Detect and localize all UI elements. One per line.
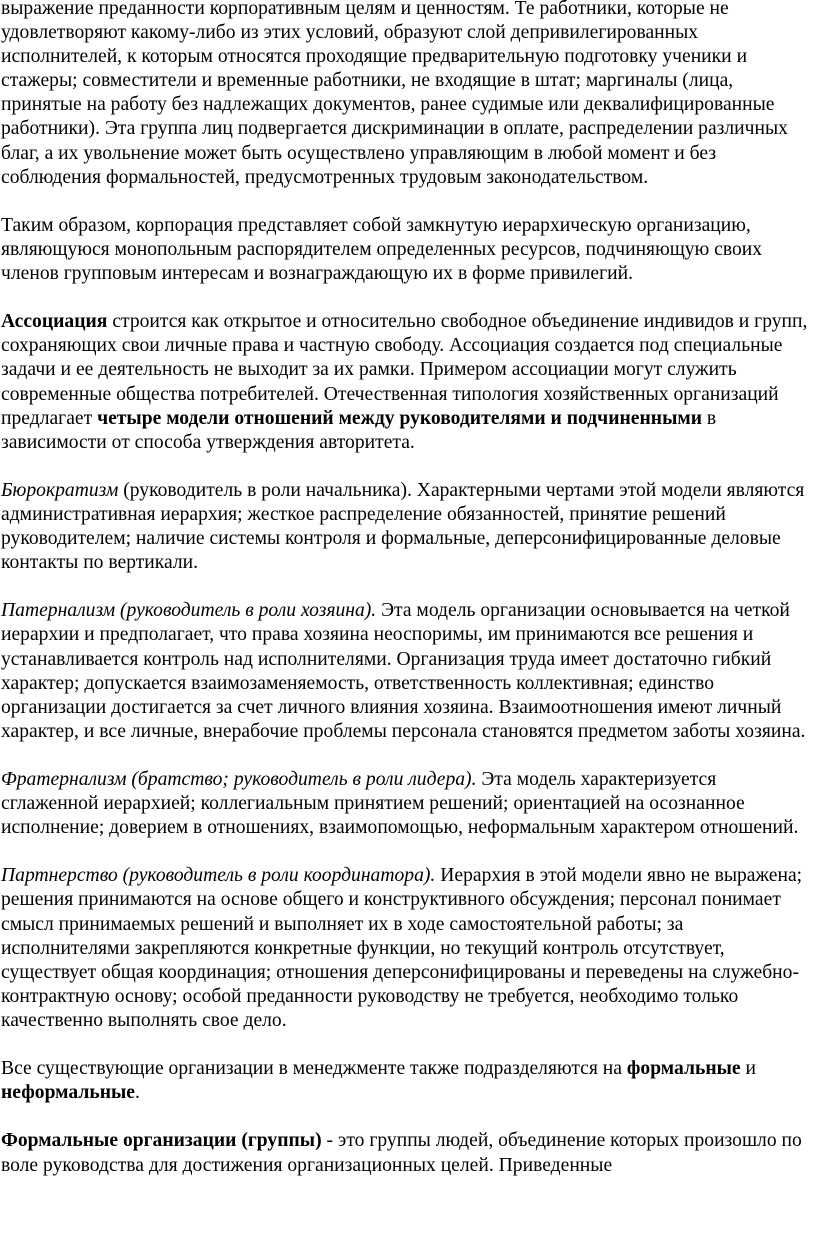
paragraph-text: Эта модель организации основывается на четкой иерархии и предполагает, что права хозяина неоспоримы, им принимаются все решения и устанавливается контроль над исполнителями. Организация труда имеет достаточно гибкий характер; допускается взаимозаменяемость, ответственность коллективная; единство организации достигается за счет личного влияния хозяина. Взаимоотношения имеют личный характер, и все личные, внерабочие проблемы персонала становятся предметом заботы хозяина. [1,600,806,742]
bold-four-models: четыре модели отношений между руководителями и подчиненными [97,407,703,429]
bold-formal: формальные [626,1058,741,1080]
paragraph-text: . [135,1082,140,1104]
paragraph-text: в зависимости от способа утверждения авторитета. [1,407,717,453]
term-association: Ассоциация [1,311,108,333]
paragraph-fraternalism [1,768,813,840]
paragraph-bureaucratism [1,479,813,575]
paragraph-text: выражение преданности корпоративным целям и ценностям. Те работники, которые не удовлетворяют какому-либо из этих условий, образуют слой депривилегированных исполнителей, к которым относятся проходящие предварительную подготовку ученики и стажеры; совместители и временные работники, не входящие в штат; маргиналы (лица, принятые на работу без надлежащих документов, ранее судимые или деквалифицированные работники). Эта группа лиц подвергается дискриминации в оплате, распределении различных благ, а их увольнение может быть осуществлено управляющим в любой момент и без соблюдения формальностей, предусмотренных трудовым законодательством. [1,0,788,188]
paragraph-text: Иерархия в этой модели явно не выражена; решения принимаются на основе общего и конструктивного обсуждения; персонал понимает смысл принимаемых решений и выполняет их в ходе самостоятельной работы; за исполнителями закрепляются конкретные функции, но текущий контроль отсутствует, существует общая координация; отношения деперсонифицированы и переведены на служебно-контрактную основу; особой преданности руководству не требуется, необходимо только качественно выполнять свое дело. [1,865,803,1031]
paragraph-text: строится как открытое и относительно свободное объединение индивидов и групп, сохраняющих свои личные права и частную свободу. Ассоциация создается под специальные задачи и ее деятельность не выходит за их рамки. Примером ассоциации могут служить современные общества потребителей. Отечественная типология хозяйственных организаций предлагает [1,311,808,429]
paragraph-text: (руководитель в роли начальника). Характерными чертами этой модели являются административная иерархия; жесткое распределение обязанностей, принятие решений руководителем; наличие системы контроля и формальные, деперсонифицированные деловые контакты по вертикали. [1,479,805,574]
paragraph-partnership [1,864,813,1033]
paragraph-text: Все существующие организации в менеджменте также подразделяются на [1,1058,627,1080]
paragraph-text: - это группы людей, объединение которых произошло по воле руководства для достижения организационных целей. Приведенные [1,1130,802,1176]
paragraph-association [1,310,813,455]
term-partnership: Партнерство (руководитель в роли координатора). [1,865,436,887]
paragraph-text: и [740,1058,757,1080]
term-paternalism: Патернализм (руководитель в роли хозяина). [1,600,377,622]
term-formal-organizations: Формальные организации (группы) [1,1130,322,1152]
term-bureaucratism: Бюрократизм [1,479,119,501]
paragraph-formal-informal [1,1057,813,1105]
paragraph-corporation-summary [1,214,813,286]
paragraph-formal-organizations [1,1129,813,1177]
term-fraternalism: Фратернализм (братство; руководитель в роли лидера). [1,769,477,790]
paragraph-text: Эта модель характеризуется сглаженной иерархией; коллегиальным принятием решений; ориентацией на осознанное исполнение; доверием в отношениях, взаимопомощью, неформальным характером отношений. [1,769,799,839]
paragraph-privileges [1,0,813,190]
bold-informal: неформальные [1,1082,135,1104]
paragraph-text: Таким образом, корпорация представляет собой замкнутую иерархическую организацию, являющуюся монопольным распорядителем определенных ресурсов, подчиняющую своих членов групповым интересам и вознаграждающую их в форме привилегий. [1,214,763,285]
paragraph-paternalism [1,599,813,744]
